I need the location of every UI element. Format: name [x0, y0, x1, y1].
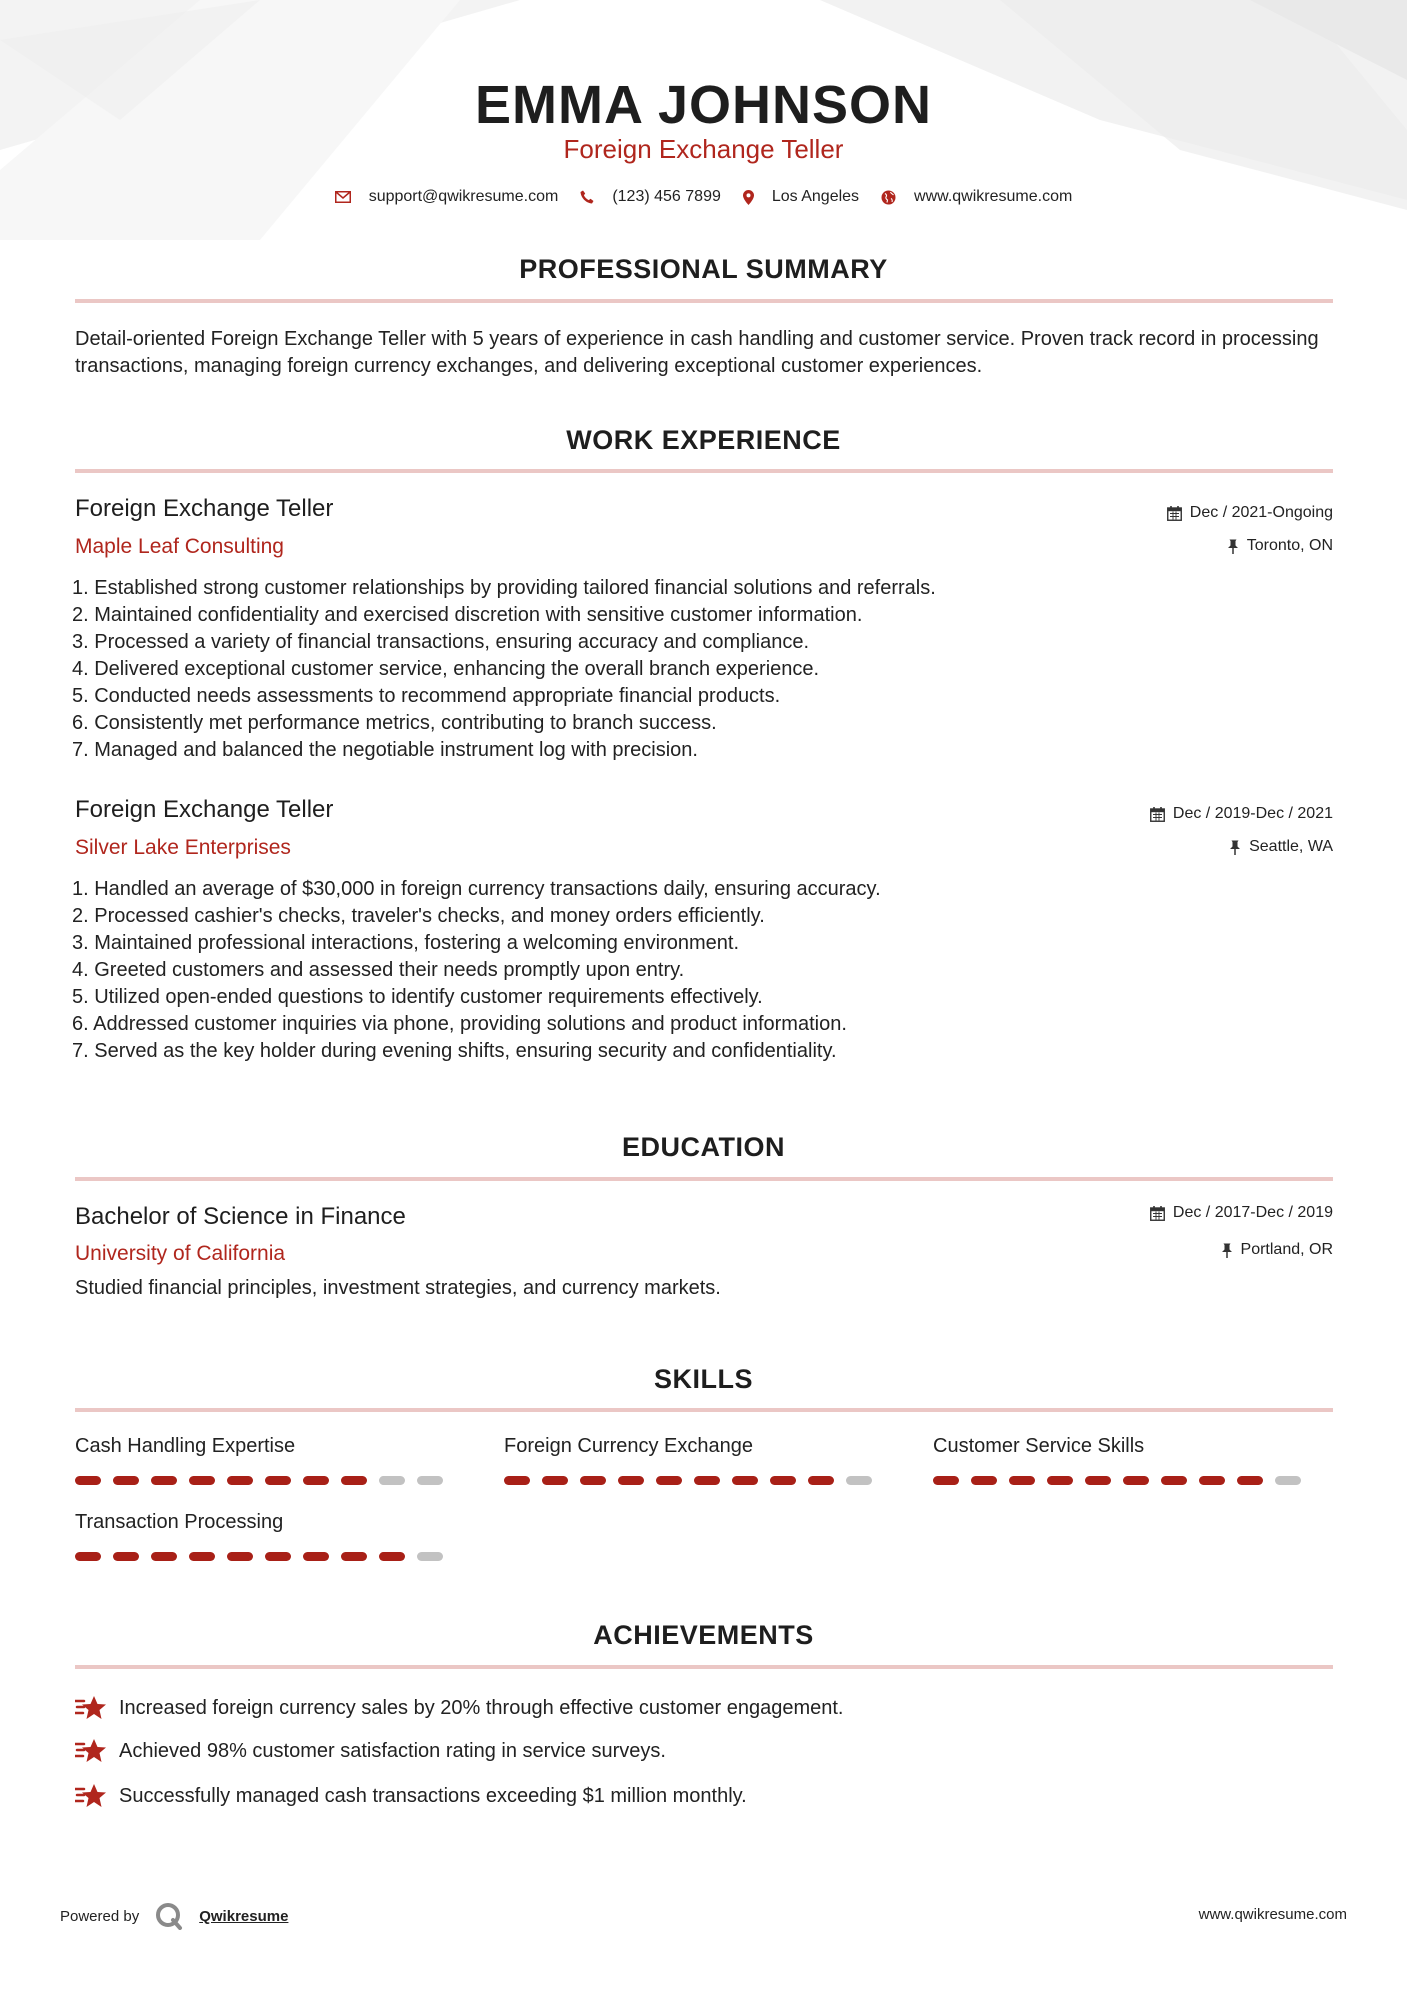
footer-brand-link[interactable]: Qwikresume [199, 1907, 289, 1925]
pushpin-icon [1221, 1243, 1233, 1258]
list-item: 7. Managed and balanced the negotiable instrument log with precision. [72, 739, 698, 761]
skill-segment-filled [933, 1476, 959, 1485]
skill-segment-filled [75, 1476, 101, 1485]
education-location-text: Portland, OR [1240, 1241, 1333, 1258]
section-divider [75, 469, 1333, 473]
skill-item [933, 1435, 1313, 1485]
skill-segment-filled [379, 1552, 405, 1561]
skill-segment-filled [971, 1476, 997, 1485]
skill-name: Cash Handling Expertise [75, 1435, 296, 1457]
section-title-skills: SKILLS [653, 1364, 753, 1394]
achievement-item [75, 1695, 843, 1721]
skill-segment-filled [1047, 1476, 1073, 1485]
list-item: 7. Served as the key holder during evening shifts, ensuring security and confidentiality. [72, 1040, 837, 1062]
job-title: Foreign Exchange Teller [75, 796, 334, 823]
contact-location-text: Los Angeles [771, 188, 860, 205]
job-dates [1167, 504, 1333, 522]
achievement-text: Increased foreign currency sales by 20% through effective customer engagement. [119, 1696, 844, 1719]
job-location-text: Toronto, ON [1246, 537, 1333, 554]
job-title: Foreign Exchange Teller [75, 495, 334, 522]
job-dates-text: Dec / 2021-Ongoing [1189, 504, 1333, 521]
section-divider [75, 1177, 1333, 1181]
skill-segment-filled [341, 1476, 367, 1485]
skill-name: Customer Service Skills [933, 1435, 1145, 1457]
job-location-text: Seattle, WA [1249, 838, 1333, 855]
qwikresume-logo-icon [155, 1902, 183, 1930]
skill-name: Foreign Currency Exchange [504, 1435, 754, 1457]
skill-segment-filled [303, 1476, 329, 1485]
list-item: 5. Conducted needs assessments to recommend appropriate financial products. [72, 685, 781, 707]
skill-segment-filled [265, 1476, 291, 1485]
calendar-icon [1150, 807, 1165, 822]
skill-segment-filled [1237, 1476, 1263, 1485]
skill-segment-filled [303, 1552, 329, 1561]
envelope-icon [335, 191, 351, 203]
achievement-text: Achieved 98% customer satisfaction rating in service surveys. [119, 1739, 666, 1762]
shooting-star-icon [75, 1738, 107, 1764]
skill-segment-filled [808, 1476, 834, 1485]
section-title-summary: PROFESSIONAL SUMMARY [519, 254, 888, 284]
summary-text: Detail-oriented Foreign Exchange Teller with 5 years of experience in cash handling and customer service. Proven track record in processing transactions, managing foreign currency exchanges, and delivering exceptional customer experiences. [75, 328, 1319, 377]
job-location [1229, 838, 1333, 856]
list-item: 3. Processed a variety of financial transactions, ensuring accuracy and compliance. [72, 631, 810, 653]
contact-bar [0, 188, 1407, 206]
contact-email[interactable] [335, 188, 559, 206]
footer-powered-by: Powered by [60, 1907, 140, 1925]
section-title-experience: WORK EXPERIENCE [566, 425, 841, 455]
skill-level-meter [504, 1476, 884, 1485]
skill-segment-filled [618, 1476, 644, 1485]
list-item: 1. Handled an average of $30,000 in foreign currency transactions daily, ensuring accuracy. [72, 878, 881, 900]
skill-segment-empty [417, 1476, 443, 1485]
skill-segment-empty [1275, 1476, 1301, 1485]
skill-segment-filled [694, 1476, 720, 1485]
list-item: 3. Maintained professional interactions, fostering a welcoming environment. [72, 932, 740, 954]
footer-branding [60, 1902, 288, 1930]
job-responsibilities-list [72, 575, 936, 764]
skill-segment-filled [113, 1476, 139, 1485]
job-company: Maple Leaf Consulting [75, 535, 284, 558]
list-item: 6. Consistently met performance metrics, contributing to branch success. [72, 712, 717, 734]
skill-segment-filled [1161, 1476, 1187, 1485]
section-divider [75, 299, 1333, 303]
candidate-role: Foreign Exchange Teller [563, 134, 844, 164]
calendar-icon [1167, 506, 1182, 521]
skill-segment-empty [846, 1476, 872, 1485]
job-dates-text: Dec / 2019-Dec / 2021 [1172, 805, 1333, 822]
list-item: 4. Greeted customers and assessed their needs promptly upon entry. [72, 959, 685, 981]
calendar-icon [1150, 1206, 1165, 1221]
skill-segment-empty [417, 1552, 443, 1561]
contact-email-text: support@qwikresume.com [368, 188, 559, 205]
section-divider [75, 1665, 1333, 1669]
achievement-item [75, 1783, 747, 1809]
globe-icon [881, 190, 896, 205]
achievement-item [75, 1738, 666, 1764]
skill-item [75, 1511, 455, 1561]
contact-website[interactable] [881, 188, 1072, 206]
skill-segment-filled [75, 1552, 101, 1561]
skill-segment-filled [189, 1476, 215, 1485]
skill-level-meter [75, 1476, 455, 1485]
education-location [1221, 1241, 1333, 1259]
achievement-text: Successfully managed cash transactions exceeding $1 million monthly. [119, 1784, 747, 1807]
pushpin-icon [1229, 840, 1241, 855]
phone-icon [580, 190, 594, 204]
skill-level-meter [933, 1476, 1313, 1485]
skill-name: Transaction Processing [75, 1511, 284, 1533]
job-dates [1150, 805, 1333, 823]
skill-item [504, 1435, 884, 1485]
skill-segment-filled [1009, 1476, 1035, 1485]
skill-segment-filled [1199, 1476, 1225, 1485]
shooting-star-icon [75, 1783, 107, 1809]
candidate-name: EMMA JOHNSON [474, 75, 933, 135]
pushpin-icon [1227, 539, 1239, 554]
skill-segment-filled [770, 1476, 796, 1485]
skill-segment-filled [504, 1476, 530, 1485]
list-item: 1. Established strong customer relationships by providing tailored financial solutions and referrals. [72, 577, 936, 599]
skill-segment-filled [341, 1552, 367, 1561]
job-company: Silver Lake Enterprises [75, 836, 291, 859]
section-title-education: EDUCATION [622, 1132, 785, 1162]
skill-level-meter [75, 1552, 455, 1561]
education-school: University of California [75, 1242, 286, 1265]
section-divider [75, 1408, 1333, 1412]
skill-segment-filled [265, 1552, 291, 1561]
job-responsibilities-list [72, 876, 881, 1065]
skill-segment-filled [151, 1552, 177, 1561]
list-item: 2. Maintained confidentiality and exercised discretion with sensitive customer information. [72, 604, 863, 626]
map-marker-icon [743, 190, 754, 205]
list-item: 4. Delivered exceptional customer service, enhancing the overall branch experience. [72, 658, 820, 680]
skill-segment-filled [1123, 1476, 1149, 1485]
skill-segment-filled [113, 1552, 139, 1561]
skill-segment-filled [1085, 1476, 1111, 1485]
contact-website-text: www.qwikresume.com [914, 188, 1073, 205]
job-location [1227, 537, 1333, 555]
list-item: 5. Utilized open-ended questions to identify customer requirements effectively. [72, 986, 763, 1008]
skill-segment-filled [732, 1476, 758, 1485]
education-dates-text: Dec / 2017-Dec / 2019 [1172, 1204, 1333, 1221]
skill-segment-empty [379, 1476, 405, 1485]
contact-phone-text: (123) 456 7899 [612, 188, 721, 205]
skill-segment-filled [151, 1476, 177, 1485]
list-item: 2. Processed cashier's checks, traveler's checks, and money orders efficiently. [72, 905, 765, 927]
skill-segment-filled [227, 1476, 253, 1485]
section-title-achievements: ACHIEVEMENTS [593, 1620, 814, 1650]
shooting-star-icon [75, 1695, 107, 1721]
education-degree: Bachelor of Science in Finance [75, 1203, 406, 1230]
education-description: Studied financial principles, investment strategies, and currency markets. [75, 1277, 721, 1299]
list-item: 6. Addressed customer inquiries via phone, providing solutions and product information. [72, 1013, 847, 1035]
skill-segment-filled [580, 1476, 606, 1485]
contact-phone[interactable] [580, 188, 721, 206]
footer-website-link[interactable]: www.qwikresume.com [1198, 1906, 1347, 1923]
skill-item [75, 1435, 455, 1485]
skill-segment-filled [189, 1552, 215, 1561]
skill-segment-filled [656, 1476, 682, 1485]
skill-segment-filled [542, 1476, 568, 1485]
education-dates [1150, 1204, 1333, 1222]
contact-location [743, 188, 859, 206]
skill-segment-filled [227, 1552, 253, 1561]
